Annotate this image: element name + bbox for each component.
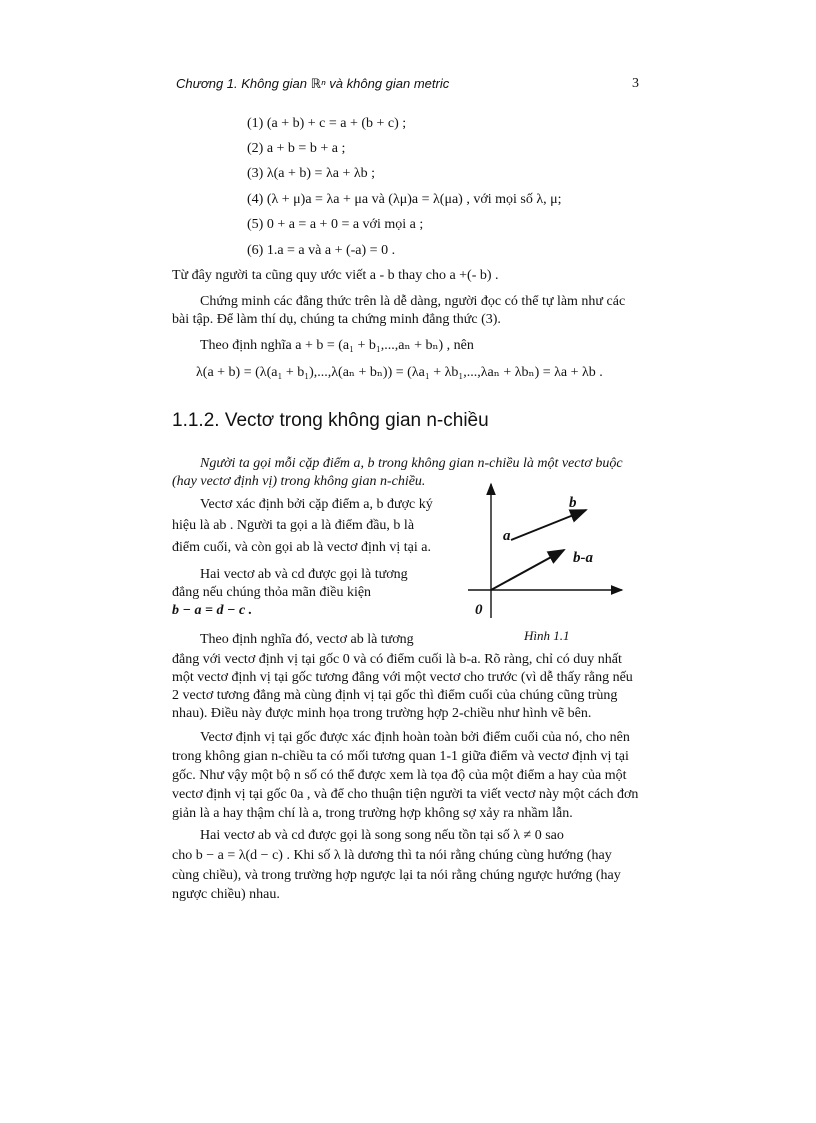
property-4: (4) (λ + μ)a = λa + μa và (λμ)a = λ(μa) , với mọi số λ, μ; (247, 192, 562, 207)
equivalent-line-1: Hai vectơ ab và cd được gọi là tương (200, 567, 408, 582)
property-5: (5) 0 + a = a + 0 = a với mọi a ; (247, 217, 424, 232)
equivalent-line-2: đẳng nếu chúng thỏa mãn điều kiện (172, 585, 372, 600)
property-6: (6) 1.a = a và a + (-a) = 0 . (247, 243, 396, 258)
paragraph-3-line-2: đẳng với vectơ định vị tại gốc 0 và có điểm cuối là b-a. Rõ ràng, chỉ có duy nhất (172, 652, 622, 667)
definition-line-2: (hay vectơ định vị) trong không gian n-chiều. (172, 474, 426, 489)
property-3: (3) λ(a + b) = λa + λb ; (247, 166, 376, 181)
equivalent-condition: b − a = d − c . (172, 603, 253, 618)
property-1: (1) (a + b) + c = a + (b + c) ; (247, 116, 407, 131)
property-2: (2) a + b = b + a ; (247, 141, 346, 156)
paragraph-3-line-5: nhau). Điều này được minh họa trong trường hợp 2-chiều như hình vẽ bên. (172, 706, 592, 721)
section-title: 1.1.2. Vectơ trong không gian n-chiều (172, 410, 489, 431)
vector-notation-line-2: hiệu là ab . Người ta gọi a là điểm đầu, b là (172, 518, 415, 533)
page-number: 3 (632, 76, 639, 91)
paragraph-5-line-2: cho b − a = λ(d − c) . Khi số λ là dương thì ta nói rằng chúng cùng hướng (hay (172, 848, 612, 863)
vector-notation-line-3: điểm cuối, và còn gọi ab là vectơ định vị tại a. (172, 540, 431, 555)
paragraph-4-line-5: giản là a hay thậm chí là a, trong trường hợp không sợ xảy ra nhầm lẫn. (172, 806, 573, 821)
chapter-header: Chương 1. Không gian ℝⁿ và không gian metric (176, 76, 450, 91)
figure-label-b: b (569, 495, 577, 511)
paragraph-4-line-4: vectơ định vị tại gốc 0a , và để cho thuận tiện người ta viết vectơ này một cách đơn (172, 787, 639, 802)
figure-label-b-minus-a: b-a (573, 550, 593, 566)
paragraph-3-line-1: Theo định nghĩa đó, vectơ ab là tương (200, 632, 414, 647)
vector-notation-line-1: Vectơ xác định bởi cặp điểm a, b được ký (200, 497, 433, 512)
definition-sum: Theo định nghĩa a + b = (a₁ + b₁,...,aₙ + bₙ) , nên (200, 338, 474, 353)
paragraph-4-line-3: gốc. Như vậy một bộ n số có thể được xem là tọa độ của một điểm a hay của một (172, 768, 627, 783)
paragraph-3-line-4: 2 vectơ tương đẳng mà cùng định vị tại gốc thì điểm cuối của chúng cũng trùng (172, 688, 618, 703)
equation-3: λ(a + b) = (λ(a₁ + b₁),...,λ(aₙ + bₙ)) = (λa₁ + λb₁,...,λaₙ + λbₙ) = λa + λb . (196, 365, 603, 380)
figure-label-origin: 0 (475, 602, 483, 618)
definition-line-1: Người ta gọi mỗi cặp điểm a, b trong không gian n-chiều là một vectơ buộc (200, 456, 623, 471)
proof-line-1: Chứng minh các đẳng thức trên là dễ dàng, người đọc có thể tự làm như các (200, 294, 626, 309)
paragraph-5-line-3: cùng chiều), và trong trường hợp ngược lại ta nói rằng chúng ngược hướng (hay (172, 868, 621, 883)
figure-caption: Hình 1.1 (524, 628, 570, 643)
paragraph-5-line-4: ngược chiều) nhau. (172, 887, 280, 902)
paragraph-4-line-1: Vectơ định vị tại gốc được xác định hoàn toàn bởi điểm cuối của nó, cho nên (200, 730, 630, 745)
paragraph-5-line-1: Hai vectơ ab và cd được gọi là song song nếu tồn tại số λ ≠ 0 sao (200, 828, 564, 843)
paragraph-3-line-3: một vectơ định vị tại gốc tương đẳng với một vectơ cho trước (vì dễ thấy rằng nếu (172, 670, 633, 685)
vector-figure (466, 478, 626, 628)
vector-ab (511, 510, 586, 540)
convention-line: Từ đây người ta cũng quy ước viết a - b thay cho a +(- b) . (172, 268, 499, 283)
proof-line-2: bài tập. Để làm thí dụ, chúng ta chứng minh đẳng thức (3). (172, 312, 501, 327)
paragraph-4-line-2: trong không gian n-chiều ta có mối tương quan 1-1 giữa điểm và vectơ định vị tại (172, 749, 629, 764)
figure-label-a: a (503, 528, 511, 544)
vector-b-minus-a (491, 550, 564, 590)
